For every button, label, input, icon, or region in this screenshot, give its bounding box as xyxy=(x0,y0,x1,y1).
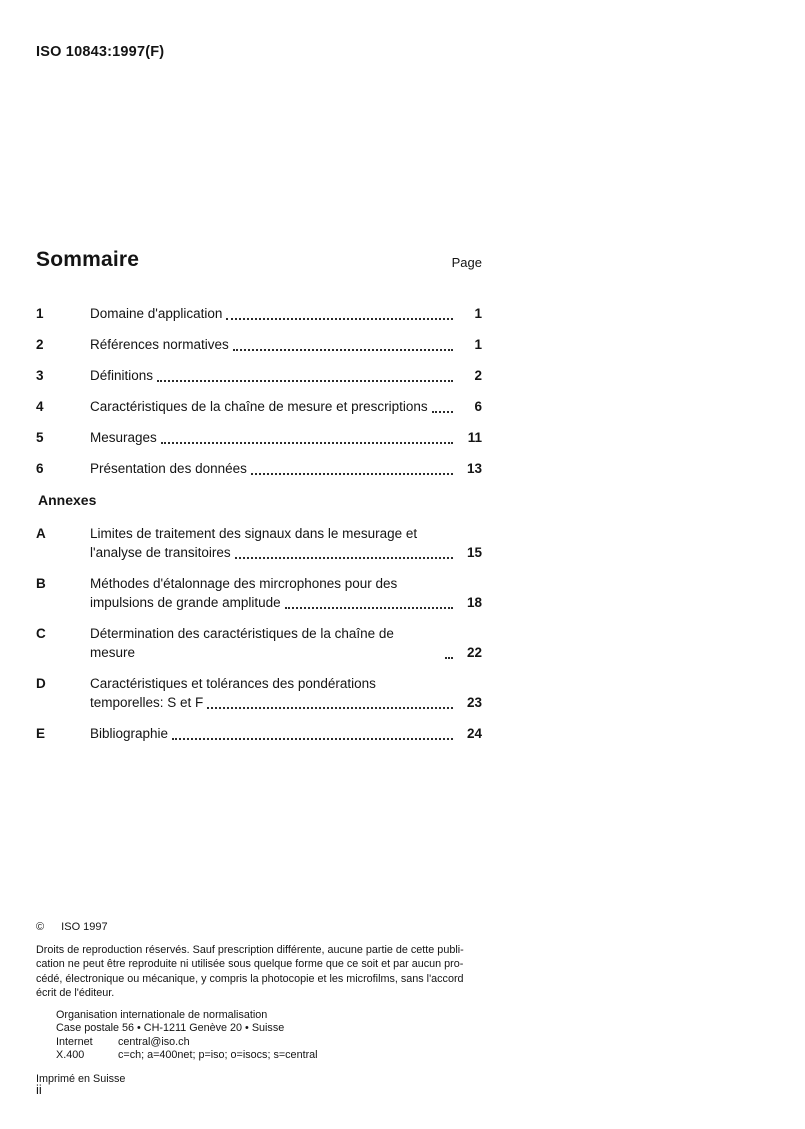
table-of-contents xyxy=(36,248,482,743)
dot-leader xyxy=(285,607,453,609)
iso-address-block xyxy=(36,1009,492,1063)
toc-entry-line xyxy=(90,428,482,447)
toc-entry-title: Bibliographie xyxy=(90,726,169,741)
toc-entry-body xyxy=(90,366,482,385)
toc-entry-title: Caractéristiques et tolérances des pondérations xyxy=(90,676,376,691)
toc-entry-body xyxy=(90,335,482,354)
toc-entry xyxy=(36,366,482,385)
dot-leader xyxy=(235,557,453,559)
toc-entry-line xyxy=(90,593,482,612)
toc-entry xyxy=(36,428,482,447)
toc-entry-number: C xyxy=(36,626,46,641)
page-footer xyxy=(36,920,492,1086)
toc-entry-body xyxy=(90,674,482,712)
toc-entry-title: Références normatives xyxy=(90,337,229,352)
toc-entry-title: Présentation des données xyxy=(90,461,247,476)
toc-entry-number: A xyxy=(36,526,46,541)
toc-entry xyxy=(36,724,482,743)
postal-address: Case postale 56 • CH-1211 Genève 20 • Suisse xyxy=(56,1022,285,1035)
notice-line: cation ne peut être reproduite ni utilisée sous quelque forme que ce soit et par aucun pro- xyxy=(36,958,464,971)
toc-entry xyxy=(36,524,482,562)
toc-entry-line xyxy=(90,366,482,385)
toc-entry-number: 2 xyxy=(36,337,44,352)
toc-entry-page: 1 xyxy=(474,306,482,321)
toc-entry-body xyxy=(90,724,482,743)
toc-entry-line xyxy=(90,693,482,712)
printed-in: Imprimé en Suisse xyxy=(36,1072,126,1085)
toc-entry-number: 3 xyxy=(36,368,44,383)
dot-leader xyxy=(445,657,453,659)
toc-entry-body xyxy=(90,574,482,612)
toc-entry xyxy=(36,624,482,662)
toc-entry-title: Mesurages xyxy=(90,430,157,445)
dot-leader xyxy=(172,738,453,740)
toc-entry xyxy=(36,574,482,612)
toc-entry xyxy=(36,459,482,478)
toc-entry-line xyxy=(90,624,482,662)
toc-entry xyxy=(36,674,482,712)
toc-entry-title: Domaine d'application xyxy=(90,306,223,321)
dot-leader xyxy=(161,442,453,444)
toc-entry-title: temporelles: S et F xyxy=(90,695,204,710)
toc-entry-body xyxy=(90,397,482,416)
toc-entry-body xyxy=(90,304,482,323)
contact-value: central@iso.ch xyxy=(118,1035,190,1048)
toc-entry-line xyxy=(90,674,482,693)
toc-entry-line xyxy=(90,524,482,543)
page-number: ii xyxy=(36,1082,42,1097)
copyright-line xyxy=(36,920,492,935)
toc-entry-body xyxy=(90,624,482,662)
toc-entry-title: impulsions de grande amplitude xyxy=(90,595,281,610)
contact-label: X.400 xyxy=(56,1049,85,1062)
toc-entry-body xyxy=(90,428,482,447)
toc-entry-number: 1 xyxy=(36,306,44,321)
toc-entry xyxy=(36,304,482,323)
copyright-icon: © xyxy=(36,921,45,933)
toc-entry-body xyxy=(90,459,482,478)
contact-lines xyxy=(56,1036,492,1063)
dot-leader xyxy=(432,411,453,413)
document-reference: ISO 10843:1997(F) xyxy=(36,44,165,60)
toc-entry-number: B xyxy=(36,576,46,591)
contact-line xyxy=(56,1049,492,1062)
toc-entry-title: Détermination des caractéristiques de la chaîne de mesure xyxy=(90,626,394,660)
toc-entry-page: 11 xyxy=(467,430,482,445)
notice-line: cédé, électronique ou mécanique, y compris la photocopie et les microfilms, sans l'accord xyxy=(36,972,464,985)
toc-entry-title: Limites de traitement des signaux dans le mesurage et xyxy=(90,526,418,541)
reproduction-notice xyxy=(36,943,492,1001)
toc-entry-page: 24 xyxy=(466,726,482,741)
toc-entry-number: 6 xyxy=(36,461,44,476)
toc-entry-number: 4 xyxy=(36,399,44,414)
contact-line xyxy=(56,1036,492,1049)
toc-entry-page: 1 xyxy=(474,337,482,352)
annexes-heading: Annexes xyxy=(38,492,97,508)
toc-entry-page: 23 xyxy=(466,695,482,710)
copyright-text: ISO 1997 xyxy=(61,921,108,933)
toc-entry-line xyxy=(90,543,482,562)
toc-entry-list xyxy=(36,304,482,478)
dot-leader xyxy=(251,473,453,475)
toc-entry-page: 15 xyxy=(466,545,482,560)
toc-entry xyxy=(36,397,482,416)
toc-entry-number: 5 xyxy=(36,430,44,445)
page-column-label: Page xyxy=(451,255,482,270)
toc-entry-line xyxy=(90,304,482,323)
toc-entry-title: Définitions xyxy=(90,368,154,383)
toc-entry-page: 13 xyxy=(466,461,482,476)
toc-entry-title: Caractéristiques de la chaîne de mesure et prescriptions xyxy=(90,399,428,414)
sommaire-heading: Sommaire xyxy=(36,248,140,271)
dot-leader xyxy=(207,707,453,709)
dot-leader xyxy=(226,318,453,320)
toc-entry-page: 6 xyxy=(474,399,482,414)
organization-name: Organisation internationale de normalisation xyxy=(56,1008,268,1021)
toc-entry xyxy=(36,335,482,354)
toc-entry-line xyxy=(90,459,482,478)
notice-line: Droits de reproduction réservés. Sauf prescription différente, aucune partie de cette publi- xyxy=(36,943,464,956)
dot-leader xyxy=(233,349,453,351)
toc-entry-line xyxy=(90,724,482,743)
annex-entry-list xyxy=(36,524,482,743)
toc-entry-line xyxy=(90,335,482,354)
toc-entry-line xyxy=(90,397,482,416)
contact-label: Internet xyxy=(56,1035,93,1048)
toc-entry-page: 22 xyxy=(466,645,482,660)
toc-entry-page: 18 xyxy=(466,595,482,610)
toc-entry-title: Méthodes d'étalonnage des mircrophones pour des xyxy=(90,576,398,591)
toc-entry-line xyxy=(90,574,482,593)
contact-value: c=ch; a=400net; p=iso; o=isocs; s=central xyxy=(118,1049,318,1062)
dot-leader xyxy=(157,380,453,382)
toc-entry-page: 2 xyxy=(474,368,482,383)
toc-entry-title: l'analyse de transitoires xyxy=(90,545,231,560)
toc-entry-body xyxy=(90,524,482,562)
toc-header xyxy=(36,248,482,272)
toc-entry-number: D xyxy=(36,676,46,691)
notice-line: écrit de l'éditeur. xyxy=(36,987,115,1000)
toc-entry-number: E xyxy=(36,726,46,741)
